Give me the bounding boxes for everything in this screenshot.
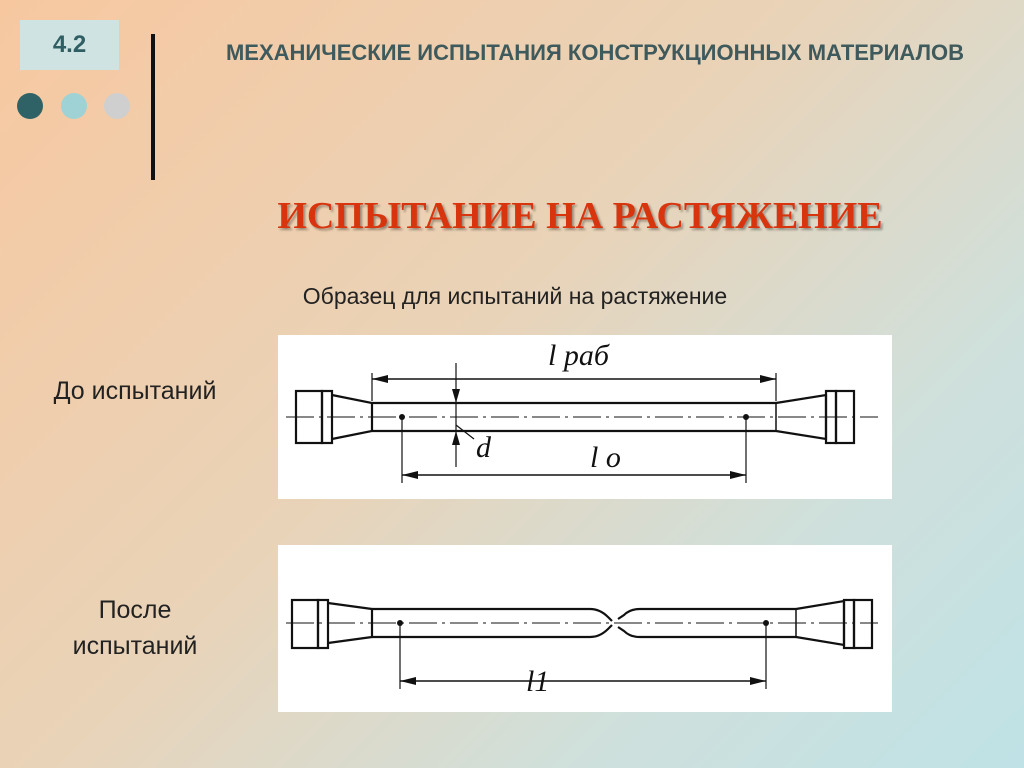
decor-dot-light: [61, 93, 87, 119]
specimen-before-drawing: [278, 335, 892, 499]
label-diameter: d: [476, 431, 491, 464]
vertical-divider: [151, 34, 155, 180]
label-before-test: До испытаний: [53, 377, 217, 405]
slide-number-badge: 4.2: [20, 20, 119, 70]
label-after-test: После испытаний: [72, 596, 198, 660]
figure-caption: Образец для испытаний на растяжение: [302, 283, 728, 309]
label-gauge-length: l o: [590, 441, 621, 474]
specimen-after-figure: [278, 545, 892, 712]
label-work-length: l раб: [548, 339, 609, 372]
specimen-after-drawing: [278, 545, 892, 712]
decor-dot-grey: [104, 93, 130, 119]
specimen-before-figure: [278, 335, 892, 499]
decor-dot-dark: [17, 93, 43, 119]
slide-header-title: МЕХАНИЧЕСКИЕ ИСПЫТАНИЯ КОНСТРУКЦИОННЫХ МАТЕРИАЛОВ: [225, 40, 965, 65]
label-final-length: l1: [526, 665, 550, 698]
section-title: ИСПЫТАНИЕ НА РАСТЯЖЕНИЕ: [277, 195, 883, 237]
